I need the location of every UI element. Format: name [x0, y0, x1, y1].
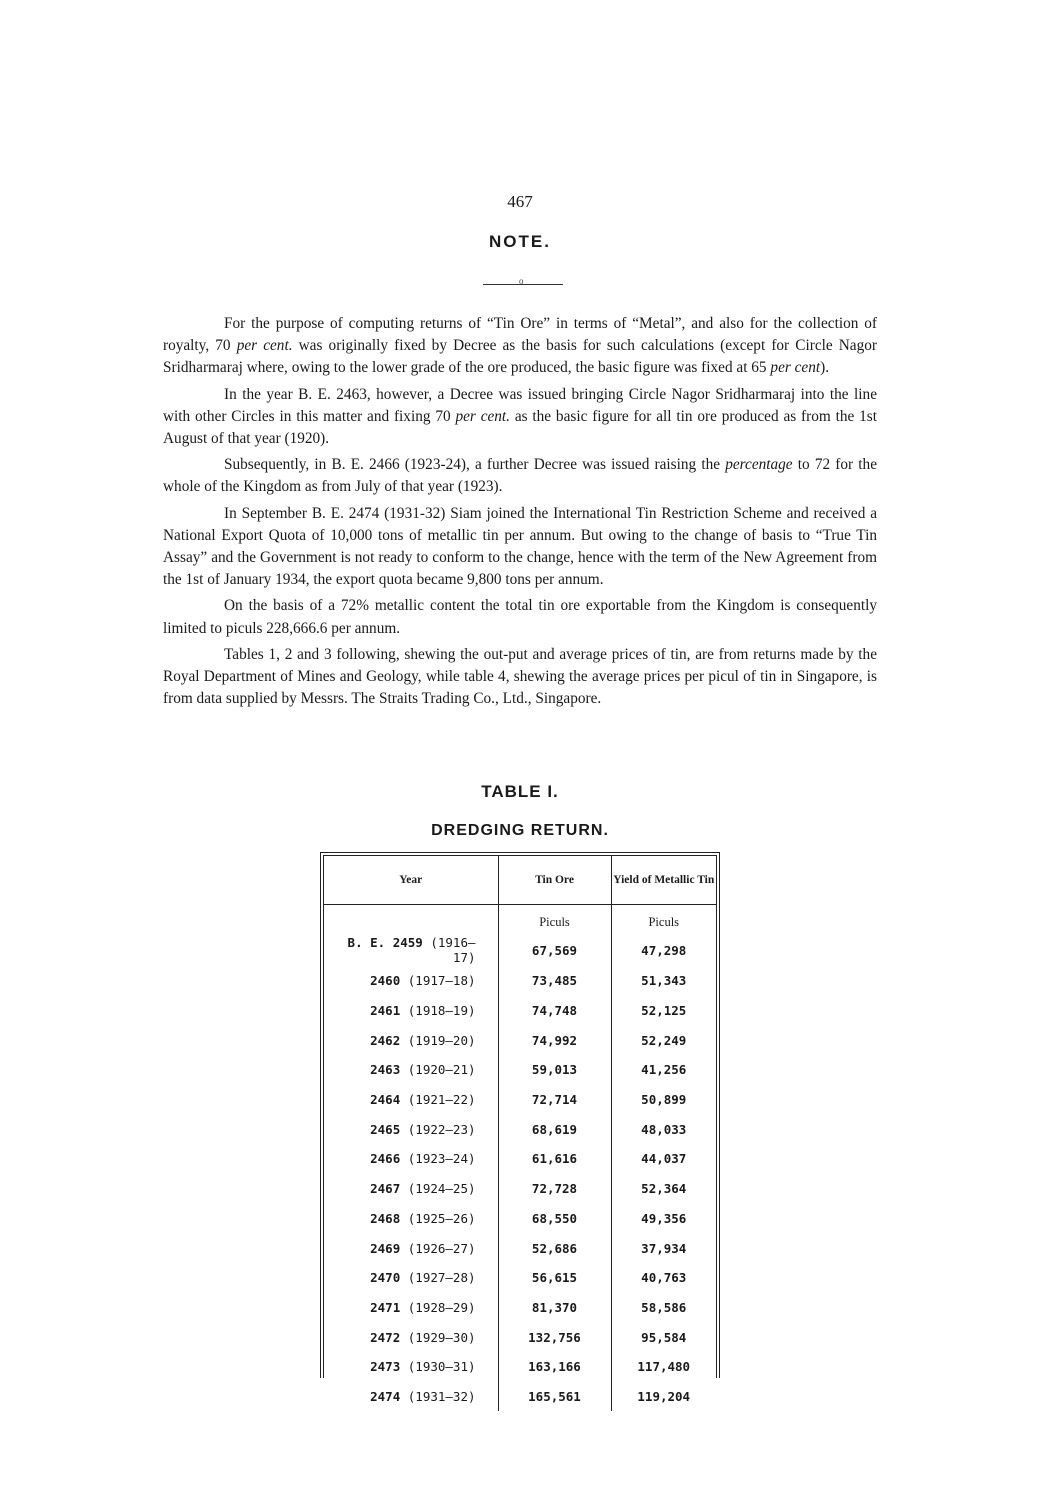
year-range: (1918–19)	[407, 1003, 476, 1019]
cell-metallic-tin: 58,586	[611, 1293, 716, 1323]
table-row	[324, 1174, 716, 1204]
cell-tin-ore: 68,550	[498, 1204, 611, 1234]
year-number: 2471	[370, 1299, 401, 1315]
cell-metallic-tin: 52,364	[611, 1174, 716, 1204]
cell-year	[324, 934, 498, 966]
cell-metallic-tin: 37,934	[611, 1233, 716, 1263]
units-row	[324, 905, 716, 935]
year-number: 2462	[370, 1032, 401, 1048]
year-number: B. E. 2459	[347, 935, 423, 950]
year-range: (1922–23)	[407, 1121, 476, 1137]
year-range: (1925–26)	[407, 1210, 476, 1226]
units-metallic: Piculs	[611, 905, 716, 935]
cell-tin-ore: 59,013	[498, 1055, 611, 1085]
table-row	[324, 1233, 716, 1263]
table-row	[324, 1114, 716, 1144]
page-number: 467	[507, 192, 533, 211]
cell-tin-ore: 163,166	[498, 1352, 611, 1382]
paragraph: In the year B. E. 2463, however, a Decree was issued bringing Circle Nagor Sridharmaraj into the line with other Circles in this matter and fixing 70 per cent. as the basic figure for all tin ore produced as from the 1st August of that year (1920).	[163, 385, 877, 448]
cell-tin-ore: 81,370	[498, 1293, 611, 1323]
header-year: Year	[324, 856, 498, 905]
cell-metallic-tin: 41,256	[611, 1055, 716, 1085]
table-row	[324, 1263, 716, 1293]
cell-tin-ore: 72,714	[498, 1085, 611, 1115]
year-number: 2464	[370, 1092, 401, 1108]
cell-year	[324, 966, 498, 996]
year-number: 2461	[370, 1003, 401, 1019]
paragraph: Subsequently, in B. E. 2466 (1923-24), a further Decree was issued raising the percentage to 72 for the whole of the Kingdom as from July of that year (1923).	[163, 456, 877, 496]
cell-year	[324, 1085, 498, 1115]
cell-metallic-tin: 49,356	[611, 1204, 716, 1234]
year-number: 2466	[370, 1151, 401, 1167]
year-range: (1923–24)	[407, 1151, 476, 1167]
cell-year	[324, 1144, 498, 1174]
cell-tin-ore: 67,569	[498, 934, 611, 966]
year-range: (1926–27)	[407, 1240, 476, 1256]
note-body	[163, 313, 877, 714]
units-year	[324, 905, 498, 935]
cell-year	[324, 1352, 498, 1382]
year-range: (1920–21)	[407, 1062, 476, 1078]
cell-year	[324, 1382, 498, 1412]
cell-metallic-tin: 117,480	[611, 1352, 716, 1382]
paragraph: In September B. E. 2474 (1931-32) Siam joined the International Tin Restriction Scheme and received a National Export Quota of 10,000 tons of metallic tin per annum. But owing to the change of basis to “True Tin Assay” and the Government is not ready to conform to the change, hence with the term of the New Agreement from the 1st of January 1934, the export quota became 9,800 tons per annum.	[163, 504, 877, 589]
table-title: TABLE I.	[481, 782, 559, 801]
year-number: 2468	[370, 1210, 401, 1226]
table-row	[324, 1085, 716, 1115]
year-number: 2465	[370, 1121, 401, 1137]
cell-tin-ore: 74,992	[498, 1025, 611, 1055]
table-row	[324, 1144, 716, 1174]
year-range: (1917–18)	[407, 973, 476, 989]
table-row	[324, 1025, 716, 1055]
heading-rule-ornament: o	[519, 276, 524, 286]
cell-metallic-tin: 48,033	[611, 1114, 716, 1144]
cell-year	[324, 1055, 498, 1085]
year-range: (1927–28)	[407, 1270, 476, 1286]
cell-tin-ore: 61,616	[498, 1144, 611, 1174]
cell-metallic-tin: 44,037	[611, 1144, 716, 1174]
table-row	[324, 996, 716, 1026]
cell-metallic-tin: 47,298	[611, 934, 716, 966]
units-tin-ore: Piculs	[498, 905, 611, 935]
cell-metallic-tin: 50,899	[611, 1085, 716, 1115]
table-row	[324, 934, 716, 966]
year-range: (1930–31)	[407, 1359, 476, 1375]
cell-metallic-tin: 95,584	[611, 1322, 716, 1352]
table-header-row	[324, 856, 716, 905]
cell-tin-ore: 165,561	[498, 1382, 611, 1412]
note-heading: NOTE.	[489, 232, 551, 251]
cell-metallic-tin: 52,249	[611, 1025, 716, 1055]
year-number: 2463	[370, 1062, 401, 1078]
cell-year	[324, 1263, 498, 1293]
paragraph: For the purpose of computing returns of “Tin Ore” in terms of “Metal”, and also for the collection of royalty, 70 per cent. was originally fixed by Decree as the basis for such calculations (except for Circle Nagor Sridharmaraj where, owing to the lower grade of the ore produced, the basic figure was fixed at 65 per cent).	[163, 315, 877, 377]
cell-tin-ore: 56,615	[498, 1263, 611, 1293]
cell-tin-ore: 73,485	[498, 966, 611, 996]
cell-year	[324, 1174, 498, 1204]
year-range: (1928–29)	[407, 1299, 476, 1315]
table-row	[324, 1382, 716, 1412]
year-number: 2474	[370, 1388, 401, 1404]
cell-tin-ore: 68,619	[498, 1114, 611, 1144]
table-row	[324, 1055, 716, 1085]
paragraph: On the basis of a 72% metallic content the total tin ore exportable from the Kingdom is consequently limited to piculs 228,666.6 per annum.	[163, 597, 877, 637]
cell-year	[324, 1114, 498, 1144]
cell-year	[324, 996, 498, 1026]
paragraph: Tables 1, 2 and 3 following, shewing the out-put and average prices of tin, are from returns made by the Royal Department of Mines and Geology, while table 4, shewing the average prices per picul of tin in Singapore, is from data supplied by Messrs. The Straits Trading Co., Ltd., Singapore.	[163, 645, 877, 708]
year-range: (1919–20)	[407, 1032, 476, 1048]
cell-tin-ore: 132,756	[498, 1322, 611, 1352]
cell-metallic-tin: 51,343	[611, 966, 716, 996]
table-subtitle: DREDGING RETURN.	[431, 822, 609, 839]
cell-year	[324, 1233, 498, 1263]
year-range: (1924–25)	[407, 1181, 476, 1197]
year-range: (1921–22)	[407, 1092, 476, 1108]
cell-tin-ore: 72,728	[498, 1174, 611, 1204]
year-range: (1929–30)	[407, 1329, 476, 1345]
header-metallic-tin: Yield of Metallic Tin	[611, 856, 716, 905]
dredging-return-table	[320, 852, 720, 1404]
year-number: 2470	[370, 1270, 401, 1286]
table-row	[324, 1293, 716, 1323]
table-row	[324, 966, 716, 996]
table-row	[324, 1352, 716, 1382]
year-range: (1931–32)	[407, 1388, 476, 1404]
table-row	[324, 1204, 716, 1234]
year-number: 2469	[370, 1240, 401, 1256]
year-number: 2473	[370, 1359, 401, 1375]
header-tin-ore: Tin Ore	[498, 856, 611, 905]
year-number: 2472	[370, 1329, 401, 1345]
cell-metallic-tin: 40,763	[611, 1263, 716, 1293]
cell-year	[324, 1204, 498, 1234]
cell-year	[324, 1322, 498, 1352]
cell-metallic-tin: 119,204	[611, 1382, 716, 1412]
cell-metallic-tin: 52,125	[611, 996, 716, 1026]
year-range: (1916–17)	[430, 935, 476, 965]
cell-year	[324, 1025, 498, 1055]
cell-tin-ore: 74,748	[498, 996, 611, 1026]
table-row	[324, 1322, 716, 1352]
year-number: 2460	[370, 973, 401, 989]
cell-year	[324, 1293, 498, 1323]
year-number: 2467	[370, 1181, 401, 1197]
cell-tin-ore: 52,686	[498, 1233, 611, 1263]
